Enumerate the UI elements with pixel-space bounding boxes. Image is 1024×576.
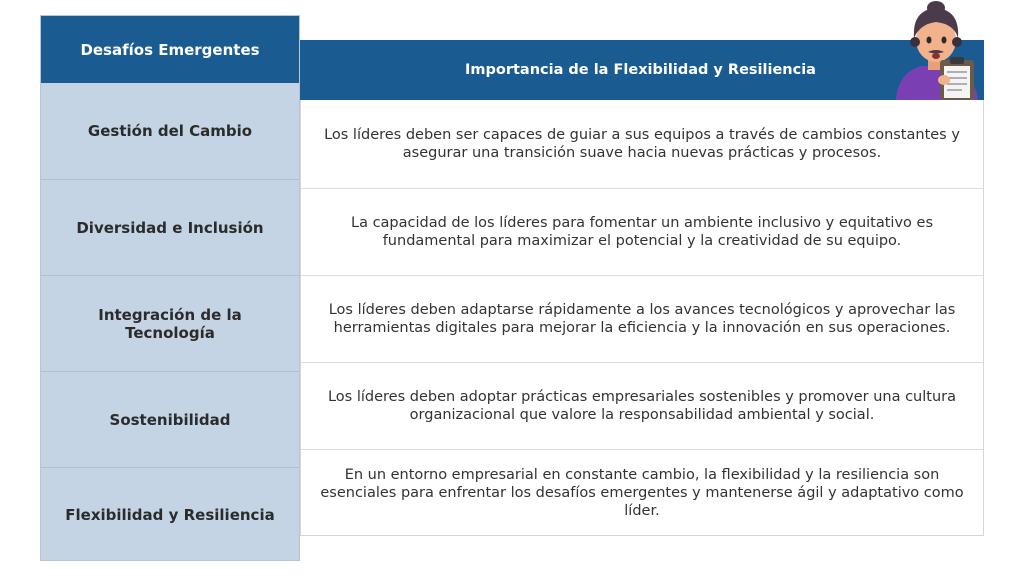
description-cell: En un entorno empresarial en constante cambio, la flexibilidad y la resiliencia son esenciales para enfrentar los desafíos emergentes y mantenerse ágil y adaptativo como líder. [301,449,983,535]
challenge-cell: Flexibilidad y Resiliencia [41,467,299,562]
importance-header: Importancia de la Flexibilidad y Resiliencia [300,40,984,100]
description-cell: La capacidad de los líderes para fomentar un ambiente inclusivo y equitativo es fundamental para maximizar el potencial y la creatividad de su equipo. [301,188,983,275]
challenge-cell: Integración de la Tecnología [41,275,299,371]
challenge-cell: Diversidad e Inclusión [41,179,299,275]
challenges-column [40,15,300,561]
importance-column [300,100,984,536]
description-cell: Los líderes deben adaptarse rápidamente a los avances tecnológicos y aprovechar las herramientas digitales para mejorar la eficiencia y la innovación en sus operaciones. [301,275,983,362]
challenge-cell: Gestión del Cambio [87,122,253,140]
avatar-with-clipboard-icon [888,0,984,100]
description-cell: Los líderes deben adoptar prácticas empresariales sostenibles y promover una cultura organizacional que valore la responsabilidad ambiental y social. [301,362,983,449]
challenge-cell: Sostenibilidad [41,371,299,467]
description-cell: Los líderes deben ser capaces de guiar a sus equipos a través de cambios constantes y asegurar una transición suave hacia nuevas prácticas y procesos. [324,127,960,161]
challenges-header: Desafíos Emergentes [41,16,299,83]
